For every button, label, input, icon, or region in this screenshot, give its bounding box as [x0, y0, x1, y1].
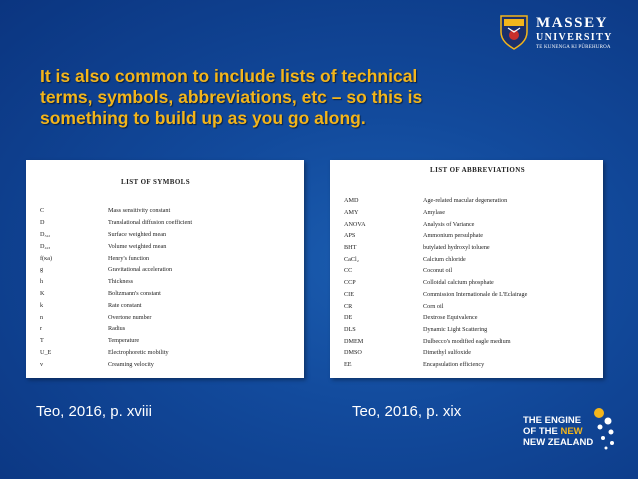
abbreviation-row: [344, 207, 527, 219]
symbol-row: [40, 205, 192, 217]
abbreviation-definition: Amylase: [423, 209, 445, 217]
abbreviation-row: [344, 242, 527, 254]
abbreviation-term: CC: [344, 267, 353, 275]
abbreviation-term: BHT: [344, 244, 357, 252]
university-name-line2: UNIVERSITY: [536, 32, 613, 43]
symbol-definition: Volume weighted mean: [108, 242, 167, 250]
symbol-row: [40, 240, 192, 252]
symbol-definition: Gravitational acceleration: [108, 266, 173, 274]
abbreviation-term: CIE: [344, 290, 354, 298]
abbreviation-term: APS: [344, 232, 356, 240]
abbreviation-term: ANOVA: [344, 220, 366, 228]
abbreviation-definition: Calcium chloride: [423, 255, 466, 263]
symbol-definition: Thickness: [108, 278, 134, 286]
abbreviation-row: [344, 312, 527, 324]
abbreviation-definition: Dulbecco's modified eagle medium: [423, 337, 511, 345]
symbol-definition: Henry's function: [108, 254, 150, 262]
tagline: [523, 415, 593, 448]
symbol-term: D₄,₃: [40, 242, 51, 250]
symbol-definition: Surface weighted mean: [108, 230, 167, 238]
symbols-heading: LIST OF SYMBOLS: [121, 178, 191, 186]
symbol-definition: Rate constant: [108, 301, 142, 309]
tagline-line-3: NEW ZEALAND: [523, 437, 594, 448]
symbol-row: [40, 311, 192, 323]
abbreviation-definition: Coconut oil: [423, 267, 453, 275]
university-crest-icon: [499, 14, 529, 50]
symbol-row: [40, 229, 192, 241]
abbreviation-row: [344, 335, 527, 347]
abbreviation-term: DMEM: [344, 337, 364, 345]
abbreviation-term: DE: [344, 314, 353, 322]
symbol-term: D₃,₂: [40, 230, 51, 238]
abbreviation-row: [344, 265, 527, 277]
abbreviation-definition: Colloidal calcium phosphate: [423, 279, 494, 287]
abbreviation-row: [344, 300, 527, 312]
symbol-term: D: [40, 219, 45, 227]
abbreviation-definition: Dynamic Light Scattering: [423, 325, 488, 333]
abbreviation-row: [344, 218, 527, 230]
tagline-new: NEW: [560, 426, 583, 437]
abbreviation-definition: Dextrose Equivalence: [423, 314, 478, 322]
abbreviation-term: CR: [344, 302, 353, 310]
abbreviation-term: AMY: [344, 209, 359, 217]
symbol-term: f(κa): [40, 254, 53, 262]
abbreviation-row: [344, 253, 527, 265]
abbreviation-row: [344, 359, 527, 371]
abbreviation-definition: Ammonium persulphate: [423, 232, 483, 240]
abbreviation-term: CCP: [344, 279, 356, 287]
abbreviations-heading: LIST OF ABBREVIATIONS: [430, 166, 526, 174]
symbol-row: [40, 358, 192, 370]
abbreviation-row: [344, 277, 527, 289]
symbol-term: g: [40, 266, 44, 274]
abbreviations-table: [344, 195, 527, 370]
symbol-row: [40, 276, 192, 288]
symbol-row: [40, 323, 192, 335]
abbreviation-row: [344, 195, 527, 207]
abbreviation-term: AMD: [344, 197, 359, 205]
symbol-definition: Mass sensitivity constant: [108, 207, 171, 215]
symbol-row: [40, 217, 192, 229]
symbol-term: r: [40, 325, 43, 333]
symbols-list-image: [26, 160, 304, 378]
university-name-line1: MASSEY: [536, 15, 609, 31]
abbreviation-definition: Commission Internationale de L'Eclairage: [423, 290, 528, 298]
symbol-term: k: [40, 301, 44, 309]
abbreviation-row: [344, 347, 527, 359]
tagline-line-2a: OF THE: [523, 426, 561, 437]
abbreviation-definition: Age-related macular degeneration: [423, 197, 508, 205]
abbreviation-definition: Dimethyl sulfoxide: [423, 349, 471, 357]
university-wordmark: [536, 16, 613, 52]
symbol-row: [40, 264, 192, 276]
abbreviation-definition: Corn oil: [423, 302, 444, 310]
symbols-caption: Teo, 2016, p. xviii: [36, 403, 152, 420]
dots-logo-icon: [593, 407, 617, 453]
university-motto: TE KUNENGA KI PŪREHUROA: [536, 45, 611, 50]
symbol-row: [40, 299, 192, 311]
symbol-row: [40, 347, 192, 359]
symbol-row: [40, 335, 192, 347]
symbol-definition: Overtone number: [108, 313, 152, 321]
symbol-term: C: [40, 207, 45, 215]
symbol-definition: Boltzmann's constant: [108, 289, 161, 297]
abbreviation-row: [344, 324, 527, 336]
symbol-definition: Radius: [108, 325, 126, 333]
symbol-row: [40, 252, 192, 264]
title-line-2: terms, symbols, abbreviations, etc – so this is: [40, 87, 423, 107]
abbreviation-definition: Analysis of Variance: [423, 220, 475, 228]
abbreviations-list-image: [330, 160, 603, 378]
symbol-definition: Creaming velocity: [108, 360, 154, 368]
slide-title: [40, 66, 530, 129]
symbol-row: [40, 288, 192, 300]
abbreviation-term: DLS: [344, 325, 356, 333]
abbreviation-definition: butylated hydroxyl toluene: [423, 244, 490, 252]
abbreviation-term: DMSO: [344, 349, 362, 357]
abbreviations-caption: Teo, 2016, p. xix: [352, 403, 462, 420]
abbreviation-row: [344, 230, 527, 242]
symbol-term: h: [40, 278, 44, 286]
abbreviation-definition: Encapsulation efficiency: [423, 360, 485, 368]
symbol-definition: Electrophoretic mobility: [108, 348, 169, 356]
symbol-term: n: [40, 313, 44, 321]
tagline-line-1: THE ENGINE: [523, 415, 582, 426]
symbols-table: [40, 205, 192, 370]
abbreviation-term: CaCl₂: [344, 255, 359, 263]
abbreviation-term: EE: [344, 360, 352, 368]
symbol-definition: Translational diffusion coefficient: [108, 219, 193, 227]
symbol-term: v: [40, 360, 44, 368]
symbol-term: T: [40, 337, 44, 345]
abbreviation-row: [344, 289, 527, 301]
symbol-term: K: [40, 289, 45, 297]
symbol-term: U_E: [40, 348, 52, 356]
title-line-3: something to build up as you go along.: [40, 108, 366, 128]
symbol-definition: Temperature: [108, 337, 140, 345]
title-line-1: It is also common to include lists of technical: [40, 66, 418, 86]
